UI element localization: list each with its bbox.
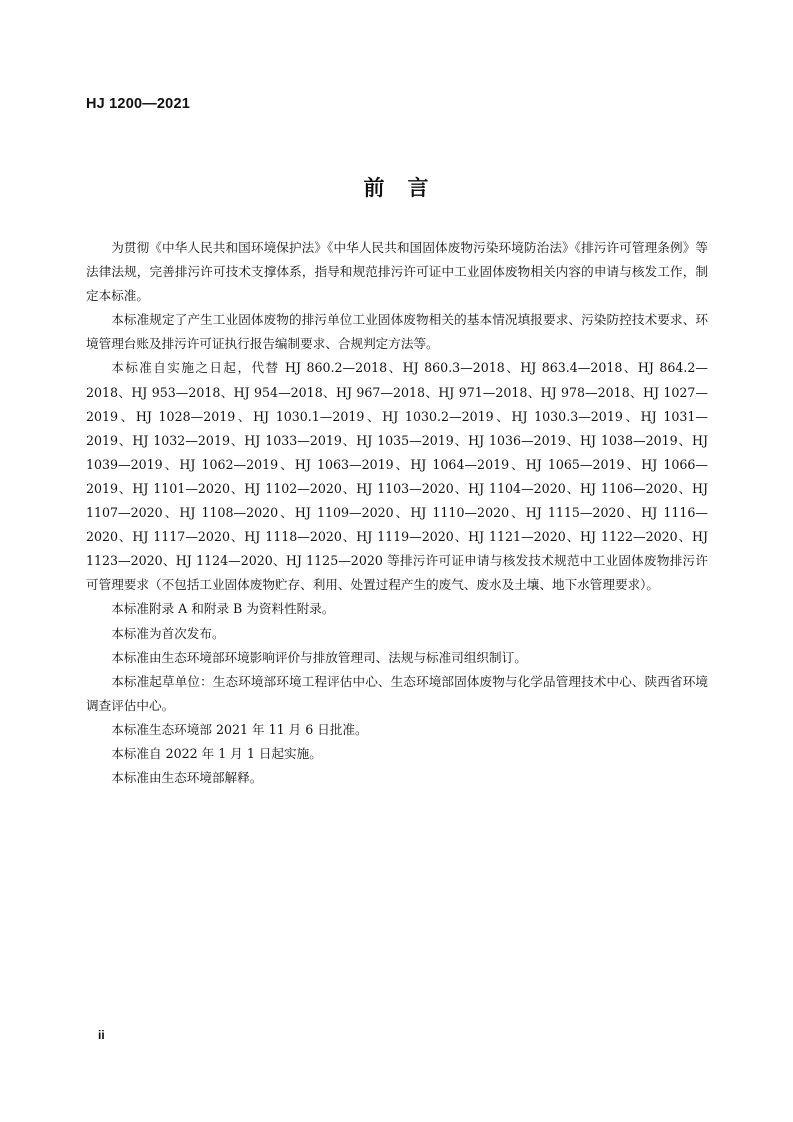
paragraph-organizer: 本标准由生态环境部环境影响评价与排放管理司、法规与标准司组织制订。: [111, 649, 527, 665]
standard-code: HJ 1200—2021: [86, 96, 190, 112]
paragraph-replacement: 本标准自实施之日起，代替 HJ 860.2—2018、HJ 860.3—2018、HJ 863.4—2018、HJ 864.2—2018、HJ 953—2018、HJ 954—2018、HJ 967—2018、HJ 971—2018、HJ 978—2018、HJ 1027—2019、HJ 1028—2019、HJ 1030.1—2019、HJ 1030.2—2019、HJ 1030.3—2019、HJ 1031—2019、HJ 1032—2019、HJ 1033—2019、HJ 1035—2019、HJ 1036—2019、HJ 1038—2019、HJ 1039—2019、HJ 1062—2019、HJ 1063—2019、HJ 1064—2019、HJ 1065—2019、HJ 1066—2019、HJ 1101—2020、HJ 1102—2020、HJ 1103—2020、HJ 1104—2020、HJ 1106—2020、HJ 1107—2020、HJ 1108—2020、HJ 1109—2020、HJ 1110—2020、HJ 1115—2020、HJ 1116—2020、HJ 1117—2020、HJ 1118—2020、HJ 1119—2020、HJ 1121—2020、HJ 1122—2020、HJ 1123—2020、HJ 1124—2020、HJ 1125—2020 等排污许可证申请与核发技术规范中工业固体废物排污许可管理要求（不包括工业固体废物贮存、利用、处置过程产生的废气、废水及土壤、地下水管理要求）。: [86, 360, 708, 593]
paragraph-drafting-units: 本标准起草单位：生态环境部环境工程评估中心、生态环境部固体废物与化学品管理技术中心、陕西省环境调查评估中心。: [86, 673, 708, 713]
page-number: ii: [98, 1028, 105, 1042]
paragraph-effective-date: 本标准自 2022 年 1 月 1 日起实施。: [111, 745, 322, 761]
paragraph-first-release: 本标准为首次发布。: [111, 625, 225, 641]
preface-body: [86, 236, 708, 790]
page-title: 前 言: [363, 176, 430, 200]
paragraph-appendix: 本标准附录 A 和附录 B 为资料性附录。: [111, 601, 335, 617]
paragraph-interpretation: 本标准由生态环境部解释。: [111, 770, 263, 786]
paragraph-approval: 本标准生态环境部 2021 年 11 月 6 日批准。: [111, 721, 368, 737]
paragraph-scope: 本标准规定了产生工业固体废物的排污单位工业固体废物相关的基本情况填报要求、污染防控技术要求、环境管理台账及排污许可证执行报告编制要求、合规判定方法等。: [86, 312, 708, 352]
paragraph-purpose: 为贯彻《中华人民共和国环境保护法》《中华人民共和国固体废物污染环境防治法》《排污许可管理条例》等法律法规，完善排污许可技术支撑体系，指导和规范排污许可证中工业固体废物相关内容的申请与核发工作，制定本标准。: [86, 240, 708, 304]
